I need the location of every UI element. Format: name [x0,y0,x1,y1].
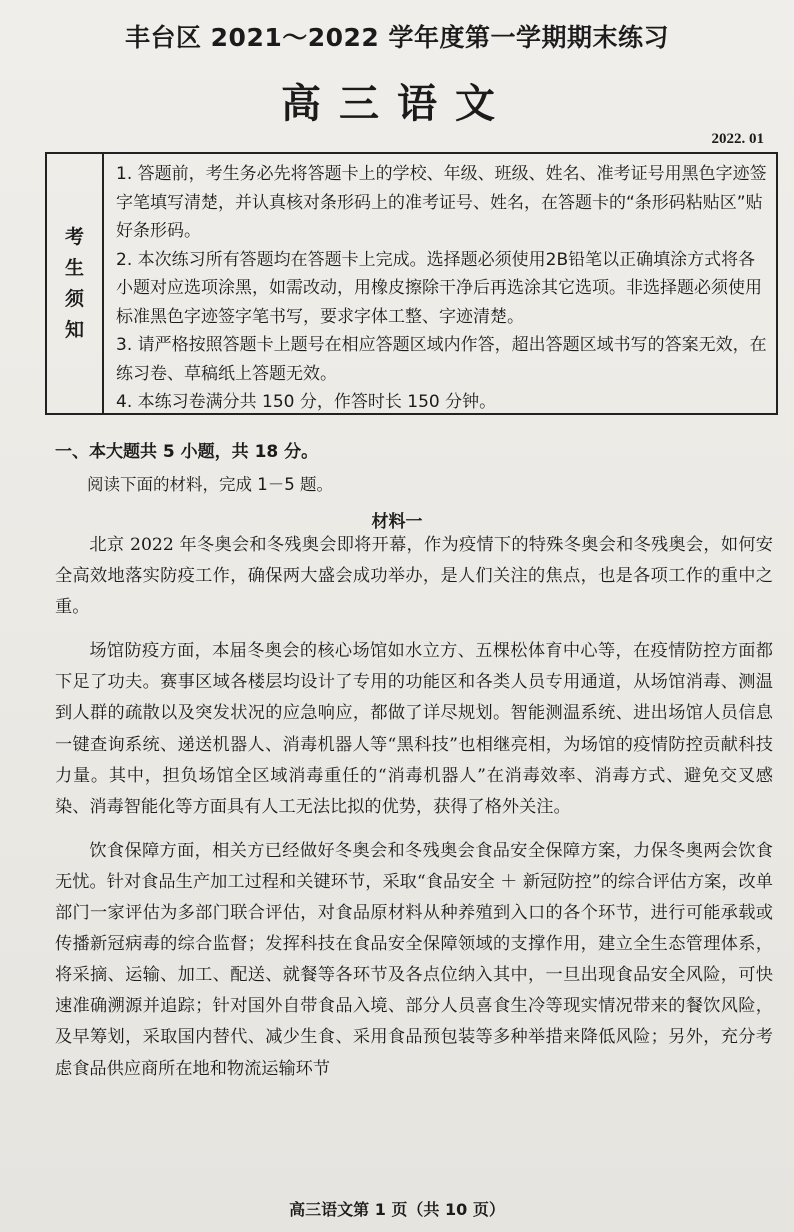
section-instruction: 阅读下面的材料，完成 1－5 题。 [87,475,333,494]
paragraph: 场馆防疫方面，本届冬奥会的核心场馆如水立方、五棵松体育中心等，在疫情防控方面都下足了功夫。赛事区域各楼层均设计了专用的功能区和各类人员专用通道，从场馆消毒、测温到人群的疏散以及突发状况的应急响应，都做了详尽规划。智能测温系统、进出场馆人员信息一键查询系统、递送机器人、消毒机器人等“黑科技”也相继亮相，为场馆的疫情防控贡献科技力量。其中，担负场馆全区域消毒重任的“消毒机器人”在消毒效率、消毒方式、避免交叉感染、消毒智能化等方面具有人工无法比拟的优势，获得了格外关注。 [55,641,773,817]
notice-label-char: 考 [64,225,84,248]
exam-date: 2022. 01 [711,131,764,147]
paragraph: 饮食保障方面，相关方已经做好冬奥会和冬残奥会食品安全保障方案，力保冬奥两会饮食无忧。针对食品生产加工过程和关键环节，采取“食品安全 ＋ 新冠防控”的综合评估方案，改单部门一家评估为多部门联合评估，对食品原材料从种养殖到入口的各个环节，进行可能承载或传播新冠病毒的综合监督；发挥科技在食品安全保障领域的支撑作用，建立全生态管理体系，将采摘、运输、加工、配送、就餐等各环节及各点位纳入其中，一旦出现食品安全风险，可快速准确溯源并追踪；针对国外自带食品入境、部分人员喜食生冷等现实情况带来的餐饮风险，及早筹划，采取国内替代、减少生食、采用食品预包装等多种举措来降低风险；另外，充分考虑食品供应商所在地和物流运输环节 [55,840,773,1079]
notice-item: 4. 本练习卷满分共 150 分，作答时长 150 分钟。 [116,392,497,412]
notice-label-char: 知 [64,318,84,341]
page-footer: 高三语文第 1 页（共 10 页） [289,1200,505,1219]
material-title: 材料一 [371,512,423,532]
notice-item: 1. 答题前，考生务必先将答题卡上的学校、年级、班级、姓名、准考证号用黑色字迹签字笔填写清楚，并认真核对条形码上的准考证号、姓名，在答题卡的“条形码粘贴区”贴好条形码。 [116,164,767,241]
notice-item: 2. 本次练习所有答题均在答题卡上完成。选择题必须使用2B铅笔以正确填涂方式将各小题对应选项涂黑，如需改动，用橡皮擦除干净后再选涂其它选项。非选择题必须使用标准黑色字迹签字笔书写，要求字体工整、字迹清楚。 [116,249,762,327]
exam-title: 丰台区 2021～2022 学年度第一学期期末练习 [124,23,670,52]
candidate-notice-box [45,152,778,415]
material-body [55,530,773,1098]
notice-label-char: 生 [64,256,84,279]
notice-items [104,154,776,413]
notice-label-char: 须 [64,287,84,310]
notice-label [47,154,104,413]
section-title: 一、本大题共 5 小题，共 18 分。 [55,442,319,462]
paragraph: 北京 2022 年冬奥会和冬残奥会即将开幕，作为疫情下的特殊冬奥会和冬残奥会，如何安全高效地落实防疫工作，确保两大盛会成功举办，是人们关注的焦点，也是各项工作的重中之重。 [55,535,773,618]
notice-item: 3. 请严格按照答题卡上题号在相应答题区域内作答，超出答题区域书写的答案无效，在练习卷、草稿纸上答题无效。 [116,335,767,384]
subject-title: 高三语文 [281,81,513,127]
